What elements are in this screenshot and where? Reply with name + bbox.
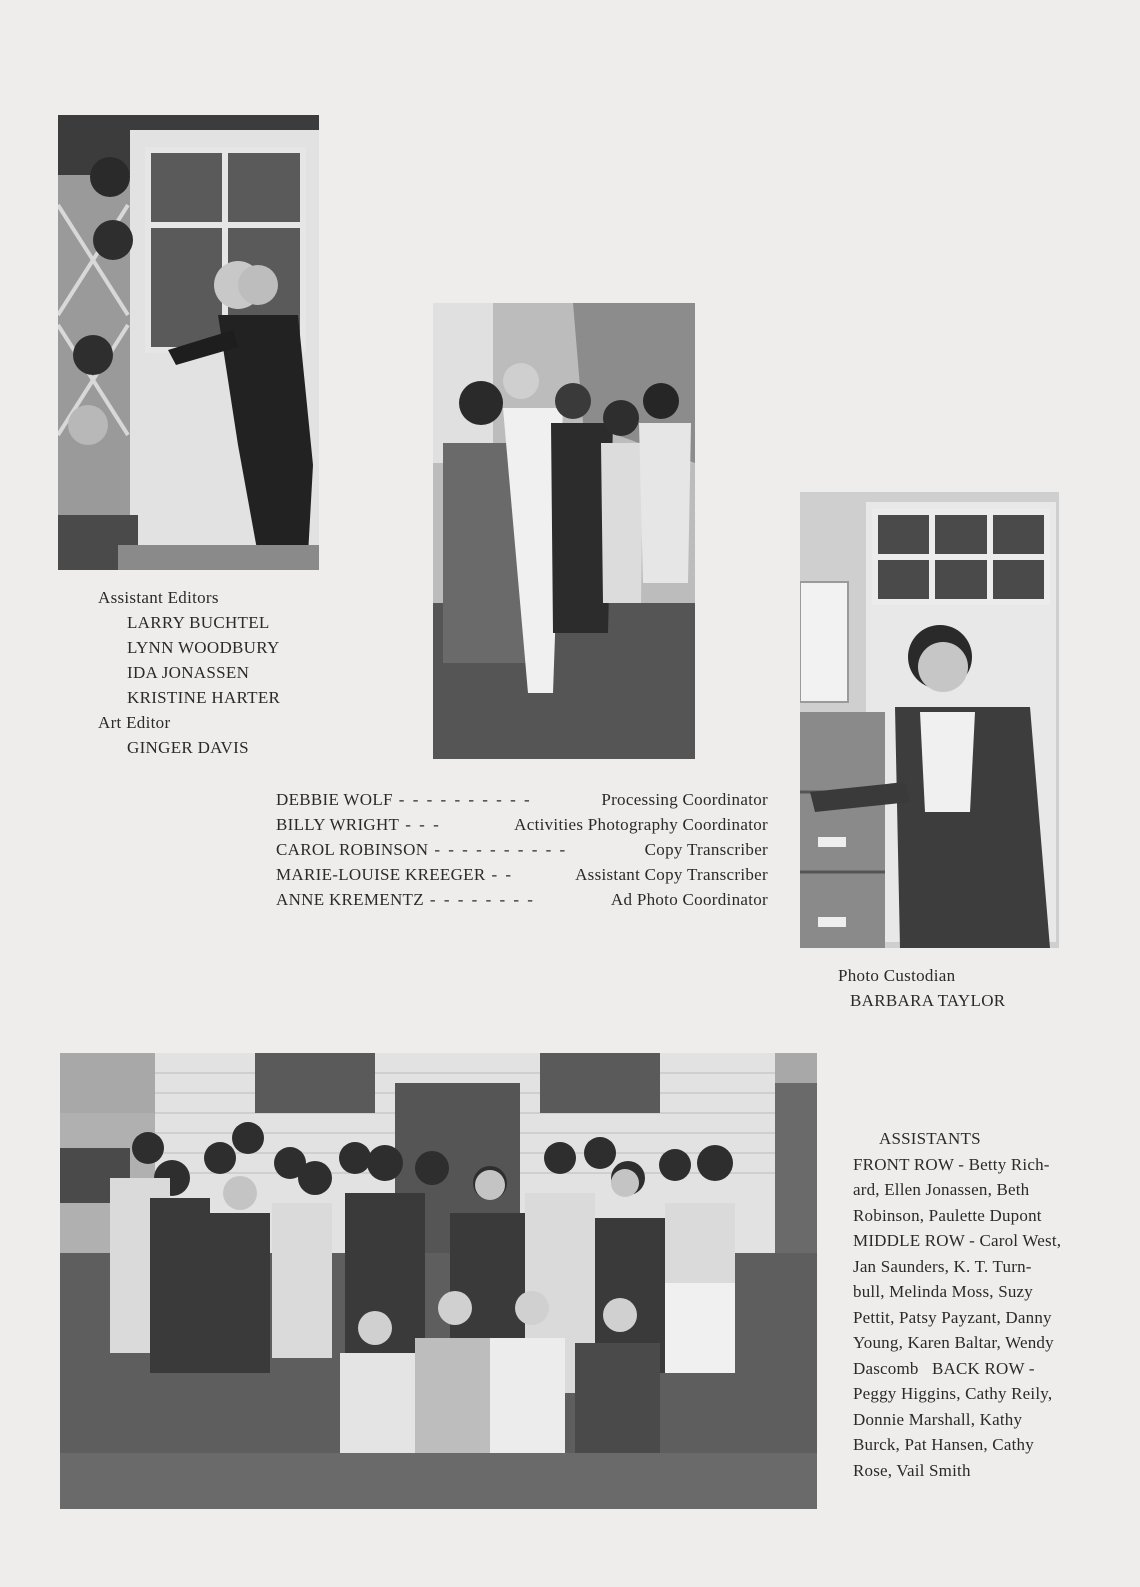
role-name: BILLY WRIGHT <box>276 815 400 834</box>
role-name: ANNE KREMENTZ <box>276 890 424 909</box>
role-leader-dashes: - - <box>491 865 514 884</box>
assistant-editor-name: LYNN WOODBURY <box>127 638 280 657</box>
role-leader-dashes: - - - - - - - - - - <box>434 840 568 859</box>
custodian-heading: Photo Custodian <box>838 966 956 985</box>
art-editor-heading: Art Editor <box>98 713 171 732</box>
assistant-editor-name: IDA JONASSEN <box>127 663 250 682</box>
assistants-line: bull, Melinda Moss, Suzy <box>853 1282 1033 1301</box>
role-row <box>276 812 768 837</box>
assistants-line: MIDDLE ROW - Carol West, <box>853 1231 1062 1250</box>
photo-door-group <box>58 115 319 570</box>
role-row <box>276 787 768 812</box>
photo-group-assistants <box>60 1053 817 1509</box>
assistants-line: Burck, Pat Hansen, Cathy <box>853 1435 1034 1454</box>
staff-caption <box>98 585 348 760</box>
role-name: CAROL ROBINSON <box>276 840 429 859</box>
role-row <box>276 862 768 887</box>
assistants-line: Rose, Vail Smith <box>853 1460 971 1480</box>
assistants-line: Young, Karen Baltar, Wendy <box>853 1333 1054 1352</box>
roles-list <box>276 787 768 912</box>
role-title: Copy Transcriber <box>644 840 768 859</box>
assistants-line: ard, Ellen Jonassen, Beth <box>853 1180 1030 1199</box>
role-row <box>276 887 768 912</box>
role-row <box>276 837 768 862</box>
art-editor-name: GINGER DAVIS <box>127 738 249 757</box>
photo-group-assistants-image <box>60 1053 817 1509</box>
role-title: Activities Photography Coordinator <box>514 815 768 834</box>
assistant-editor-name: KRISTINE HARTER <box>127 688 281 707</box>
assistants-line: Donnie Marshall, Kathy <box>853 1409 1023 1429</box>
assistants-caption <box>853 1126 1118 1483</box>
role-leader-dashes: - - - - - - - - - - <box>398 790 532 809</box>
photo-five-standing-image <box>433 303 695 759</box>
photo-file-cabinet <box>800 492 1059 948</box>
assistants-line: Peggy Higgins, Cathy Reily, <box>853 1384 1053 1403</box>
assistants-line: Dascomb BACK ROW - <box>853 1358 1035 1378</box>
assistants-line: FRONT ROW - Betty Rich- <box>853 1154 1050 1174</box>
role-title: Assistant Copy Transcriber <box>575 865 768 884</box>
role-title: Ad Photo Coordinator <box>610 890 768 909</box>
photo-door-group-image <box>58 115 319 570</box>
assistants-line: Jan Saunders, K. T. Turn- <box>853 1256 1032 1276</box>
role-leader-dashes: - - - - - - - - <box>429 890 535 909</box>
photo-five-standing <box>433 303 695 759</box>
assistants-line: Robinson, Paulette Dupont <box>853 1205 1042 1225</box>
custodian-caption <box>838 963 1088 1013</box>
role-leader-dashes: - - - <box>405 815 441 834</box>
role-name: DEBBIE WOLF <box>276 790 393 809</box>
assistants-line: Pettit, Patsy Payzant, Danny <box>853 1307 1052 1327</box>
role-name: MARIE-LOUISE KREEGER <box>276 865 486 884</box>
custodian-name: BARBARA TAYLOR <box>850 991 1006 1010</box>
role-title: Processing Coordinator <box>601 790 768 809</box>
assistant-editors-heading: Assistant Editors <box>98 588 219 607</box>
assistants-heading: ASSISTANTS <box>879 1129 981 1148</box>
assistant-editor-name: LARRY BUCHTEL <box>127 613 270 632</box>
photo-file-cabinet-image <box>800 492 1059 948</box>
